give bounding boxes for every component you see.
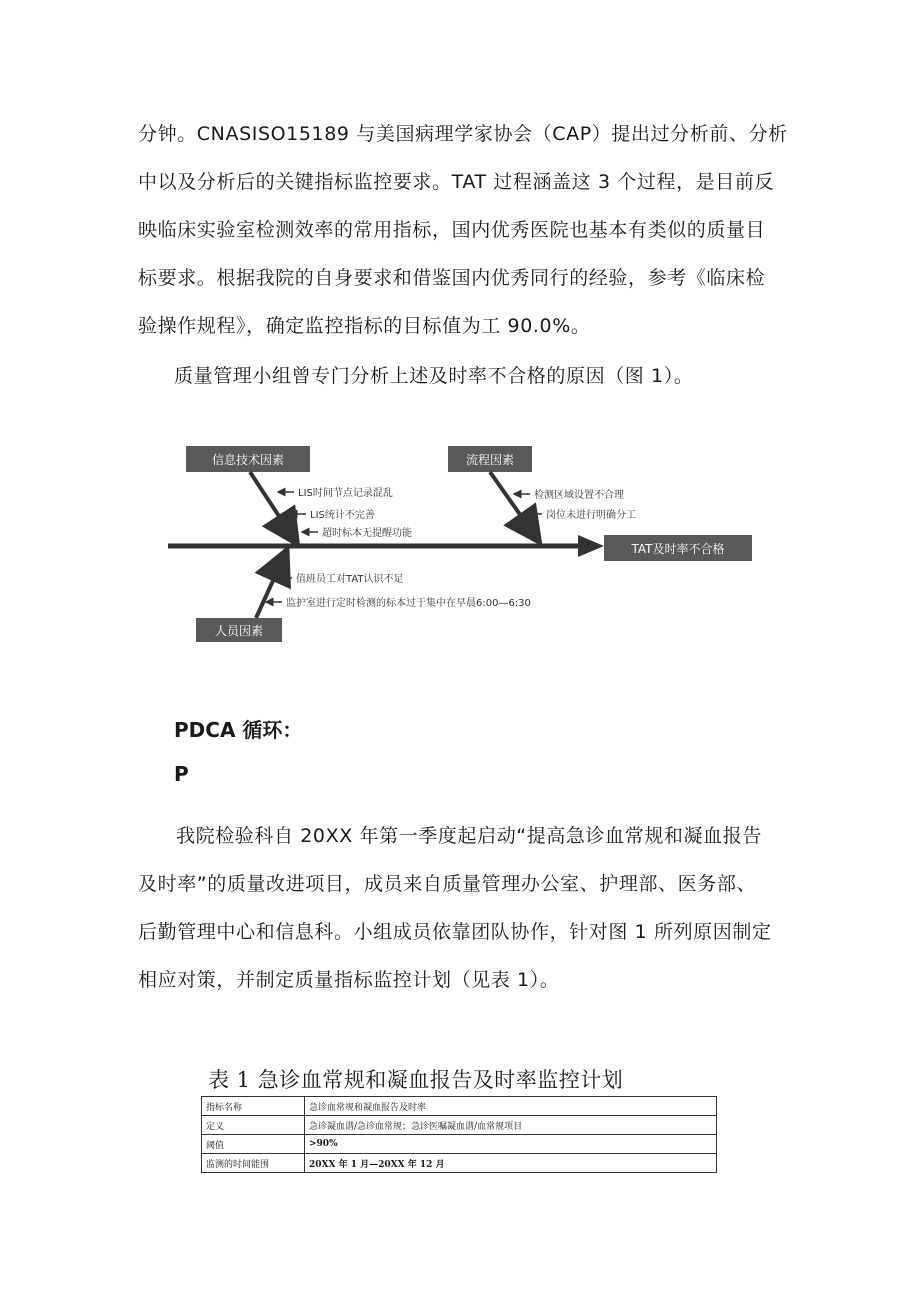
table-caption: 表 1 急诊血常规和凝血报告及时率监控计划	[208, 1068, 624, 1092]
cause-item-process-2: 岗位未进行明确分工	[546, 510, 636, 521]
table-row	[202, 1116, 717, 1135]
cause-item-it-3: 超时标本无提醒功能	[322, 528, 412, 539]
cause-label-it: 信息技术因素	[211, 453, 285, 467]
table-row	[202, 1097, 717, 1116]
effect-label: TAT及时率不合格	[631, 542, 725, 556]
page-cutoff	[200, 1176, 720, 1306]
text-line: 验操作规程》，确定监控指标的目标值为工 90.0%。	[138, 315, 591, 337]
table-value: >90%	[305, 1135, 717, 1154]
table-row	[202, 1135, 717, 1154]
cause-label-process: 流程因素	[465, 453, 515, 467]
text-line: 我院检验科自 20XX 年第一季度起启动“提高急诊血常规和凝血报告	[176, 825, 762, 847]
text-line: 质量管理小组曾专门分析上述及时率不合格的原因（图 1）。	[174, 365, 694, 387]
paragraph-tat-background	[138, 110, 786, 350]
spine-arrowhead-icon	[578, 535, 604, 557]
table-key: 指标名称	[202, 1097, 305, 1116]
cause-item-it-1: LIS时间节点记录混乱	[298, 488, 393, 499]
cause-item-people-1: 值班员工对TAT认识不足	[296, 574, 404, 585]
bone-it	[250, 472, 296, 542]
text-line: 相应对策，并制定质量指标监控计划（见表 1）。	[138, 969, 560, 991]
fishbone-diagram	[160, 432, 760, 644]
cause-item-people-2: 监护室进行定时检测的标本过于集中在早晨6:00—6:30	[286, 598, 531, 609]
text-line: 映临床实验室检测效率的常用指标，国内优秀医院也基本有类似的质量目	[138, 219, 766, 241]
table-value: 急诊血常规和凝血报告及时率	[305, 1097, 717, 1116]
paragraph-cause-analysis	[174, 352, 786, 400]
table-row	[202, 1154, 717, 1173]
table-value: 20XX 年 1 月—20XX 年 12 月	[305, 1154, 717, 1173]
text-line: 标要求。根据我院的自身要求和借鉴国内优秀同行的经验，参考《临床检	[138, 267, 766, 289]
heading-p: P	[174, 762, 189, 786]
text-line: 后勤管理中心和信息科。小组成员依靠团队协作，针对图 1 所列原因制定	[138, 921, 772, 943]
table-key: 定义	[202, 1116, 305, 1135]
paragraph-project	[138, 812, 786, 1004]
text-line: 中以及分析后的关键指标监控要求。TAT 过程涵盖这 3 个过程，是目前反	[138, 171, 775, 193]
table-value: 急诊凝血谱/急诊血常规；急诊医嘱凝血谱/血常规项目	[305, 1116, 717, 1135]
bone-people	[256, 552, 286, 618]
cause-item-it-2: LIS统计不完善	[310, 510, 375, 521]
bone-process	[490, 472, 538, 540]
table-key: 阈值	[202, 1135, 305, 1154]
monitoring-plan-table	[201, 1096, 717, 1173]
text-line: 及时率”的质量改进项目，成员来自质量管理办公室、护理部、医务部、	[138, 873, 757, 895]
text-line: 分钟。CNASISO15189 与美国病理学家协会（CAP）提出过分析前、分析	[138, 123, 788, 145]
table-key: 监测的时间能围	[202, 1154, 305, 1173]
cause-item-process-1: 检测区域设置不合理	[534, 490, 624, 501]
heading-pdca: PDCA 循环：	[174, 718, 303, 742]
cause-label-people: 人员因素	[214, 624, 264, 638]
